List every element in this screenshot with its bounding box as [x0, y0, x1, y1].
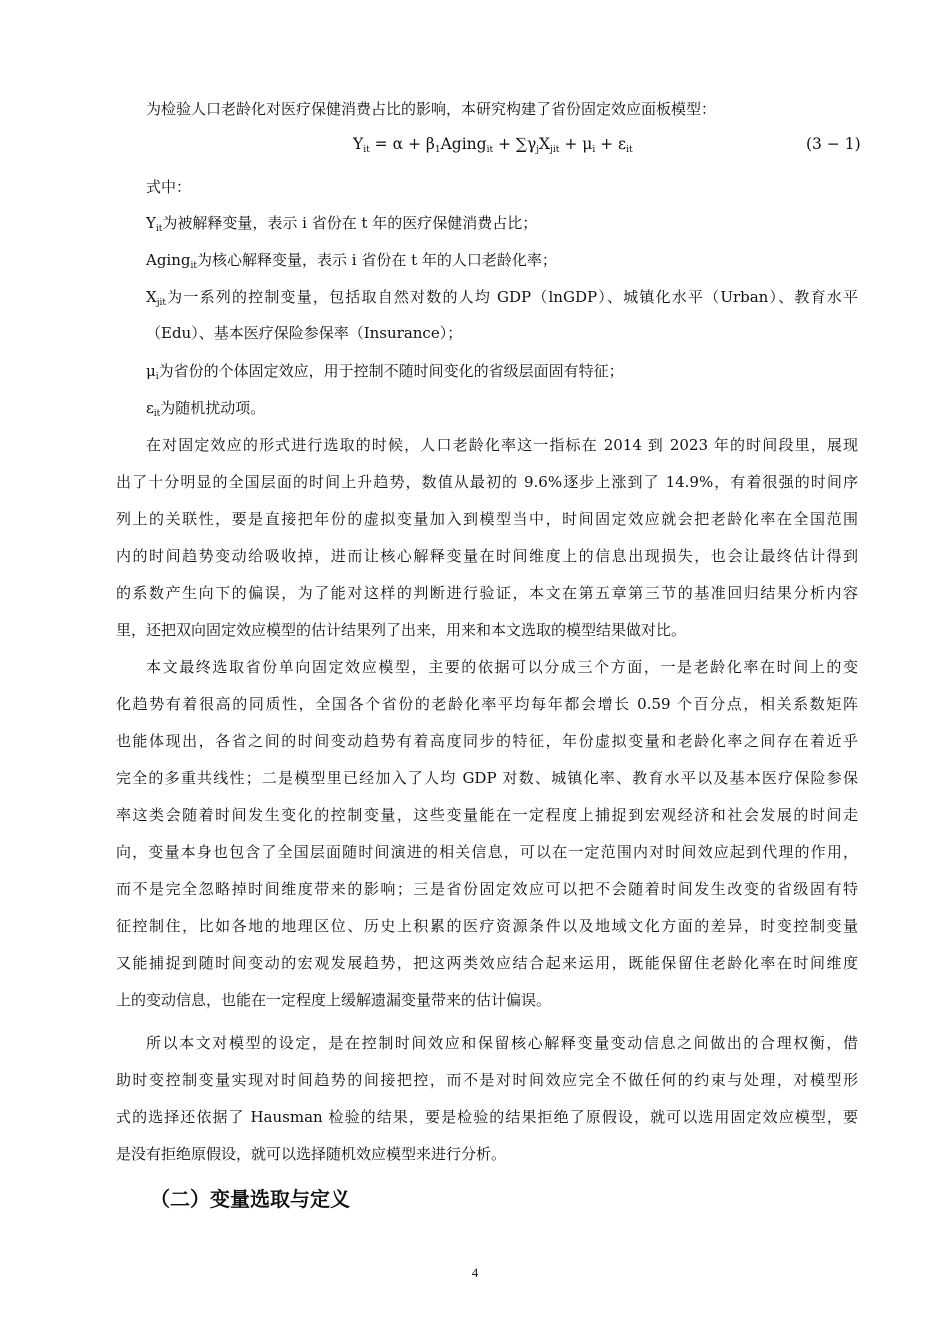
definition-aging — [146, 250, 557, 276]
eq-epsilon-sub: it — [626, 145, 633, 155]
paragraph-line: 化趋势有着很高的同质性，全国各个省份的老龄化率平均每年都会增长 0.59 个百分点，相关系数矩阵 — [116, 695, 858, 713]
definition-y — [146, 213, 537, 239]
page-number: 4 — [471, 1265, 479, 1280]
y-symbol: Y — [146, 214, 156, 232]
paragraph-line: 上的变动信息，也能在一定程度上缓解遗漏变量带来的估计偏误。 — [116, 991, 552, 1009]
aging-symbol: Aging — [146, 251, 191, 269]
y-subscript: it — [155, 224, 163, 234]
paragraph-line: 在对固定效应的形式进行选取的时候，人口老龄化率这一指标在 2014 到 2023 年的时间段里，展现 — [146, 436, 858, 454]
eq-alpha-beta: = α + β — [369, 135, 435, 153]
eq-x: X — [539, 135, 551, 153]
mu-description: 为省份的个体固定效应，用于控制不随时间变化的省级层面固有特征； — [158, 362, 624, 380]
paragraph-line: 的系数产生向下的偏误，为了能对这样的判断进行验证，本文在第五章第三节的基准回归结果分析内容 — [116, 584, 858, 602]
paragraph-line: 而不是完全忽略掉时间维度带来的影响；三是省份固定效应可以把不会随着时间发生改变的省级固有特 — [116, 880, 858, 898]
paragraph-line: 内的时间趋势变动给吸收掉，进而让核心解释变量在时间维度上的信息出现损失，也会让最终估计得到 — [116, 547, 858, 565]
where-label: 式中： — [146, 178, 192, 196]
section-heading: （二）变量选取与定义 — [150, 1187, 350, 1211]
eq-aging: Aging — [440, 135, 487, 153]
paragraph-line: 本文最终选取省份单向固定效应模型，主要的依据可以分成三个方面，一是老龄化率在时间上的变 — [146, 658, 858, 676]
y-description: 为被解释变量，表示 i 省份在 t 年的医疗保健消费占比； — [162, 214, 538, 232]
mu-symbol: μ — [146, 362, 156, 380]
x-symbol: X — [146, 288, 157, 306]
eq-lhs: Y — [353, 135, 364, 153]
eq-aging-sub: it — [486, 145, 494, 155]
eq-x-sub: jit — [550, 145, 560, 155]
eq-gamma-sub: j — [536, 145, 540, 155]
paragraph-line: 助时变控制变量实现对时间趋势的间接把控，而不是对时间效应完全不做任何的约束与处理，对模型形 — [116, 1071, 858, 1089]
eq-mu: + μ — [559, 135, 593, 153]
equation-number: (3 − 1) — [806, 135, 861, 153]
paragraph-line: 完全的多重共线性；二是模型里已经加入了人均 GDP 对数、城镇化率、教育水平以及基本医疗保险参保 — [116, 769, 858, 787]
definition-x-line1 — [146, 287, 858, 313]
paragraph-line: 又能捕捉到随时间变动的宏观发展趋势，把这两类效应结合起来运用，既能保留住老龄化率在时间维度 — [116, 954, 858, 972]
paragraph-line: 向，变量本身也包含了全国层面随时间演进的相关信息，可以在一定范围内对时间效应起到代理的作用， — [116, 843, 858, 861]
epsilon-symbol: ε — [146, 399, 154, 417]
paragraph-line: 所以本文对模型的设定，是在控制时间效应和保留核心解释变量变动信息之间做出的合理权衡，借 — [146, 1034, 858, 1052]
paragraph-line: 出了十分明显的全国层面的时间上升趋势，数值从最初的 9.6%逐步上涨到了 14.9%，有着很强的时间序 — [116, 473, 858, 491]
paragraph-line: 征控制住，比如各地的地理区位、历史上积累的医疗资源条件以及地域文化方面的差异，时变控制变量 — [116, 917, 858, 935]
epsilon-description: 为随机扰动项。 — [160, 399, 266, 417]
paragraph-line: 是没有拒绝原假设，就可以选择随机效应模型来进行分析。 — [116, 1145, 507, 1163]
aging-description: 为核心解释变量，表示 i 省份在 t 年的人口老龄化率； — [197, 251, 557, 269]
paragraph-line: 式的选择还依据了 Hausman 检验的结果，要是检验的结果拒绝了原假设，就可以选用固定效应模型，要 — [116, 1108, 858, 1126]
regression-equation — [0, 135, 950, 157]
intro-text: 为检验人口老龄化对医疗保健消费占比的影响，本研究构建了省份固定效应面板模型： — [146, 100, 717, 118]
eq-sum-gamma: + ∑γ — [493, 135, 537, 153]
paragraph-line: 率这类会随着时间发生变化的控制变量，这些变量能在一定程度上捕捉到宏观经济和社会发展的时间走 — [116, 806, 858, 824]
x-description-1: 为一系列的控制变量，包括取自然对数的人均 GDP（lnGDP）、城镇化水平（Urban）、教育水平 — [165, 288, 858, 306]
equation-body — [353, 135, 633, 155]
eq-epsilon: + ε — [595, 135, 627, 153]
paragraph-line: 也能体现出，各省之间的时间变动趋势有着高度同步的特征，年份虚拟变量和老龄化率之间存在着近乎 — [116, 732, 858, 750]
mu-subscript: i — [155, 372, 159, 382]
definition-epsilon — [146, 398, 265, 424]
paragraph-line: 里，还把双向固定效应模型的估计结果列了出来，用来和本文选取的模型结果做对比。 — [116, 621, 687, 639]
definition-mu — [146, 361, 624, 387]
definition-x-line2: （Edu）、基本医疗保险参保率（Insurance）； — [146, 324, 463, 342]
epsilon-subscript: it — [153, 409, 161, 419]
eq-lhs-sub: it — [363, 145, 370, 155]
eq-beta-sub: 1 — [434, 145, 441, 155]
aging-subscript: it — [190, 261, 197, 271]
x-subscript: jit — [156, 298, 166, 308]
eq-mu-sub: i — [592, 145, 596, 155]
paragraph-line: 列上的关联性，要是直接把年份的虚拟变量加入到模型当中，时间固定效应就会把老龄化率在全国范围 — [116, 510, 858, 528]
